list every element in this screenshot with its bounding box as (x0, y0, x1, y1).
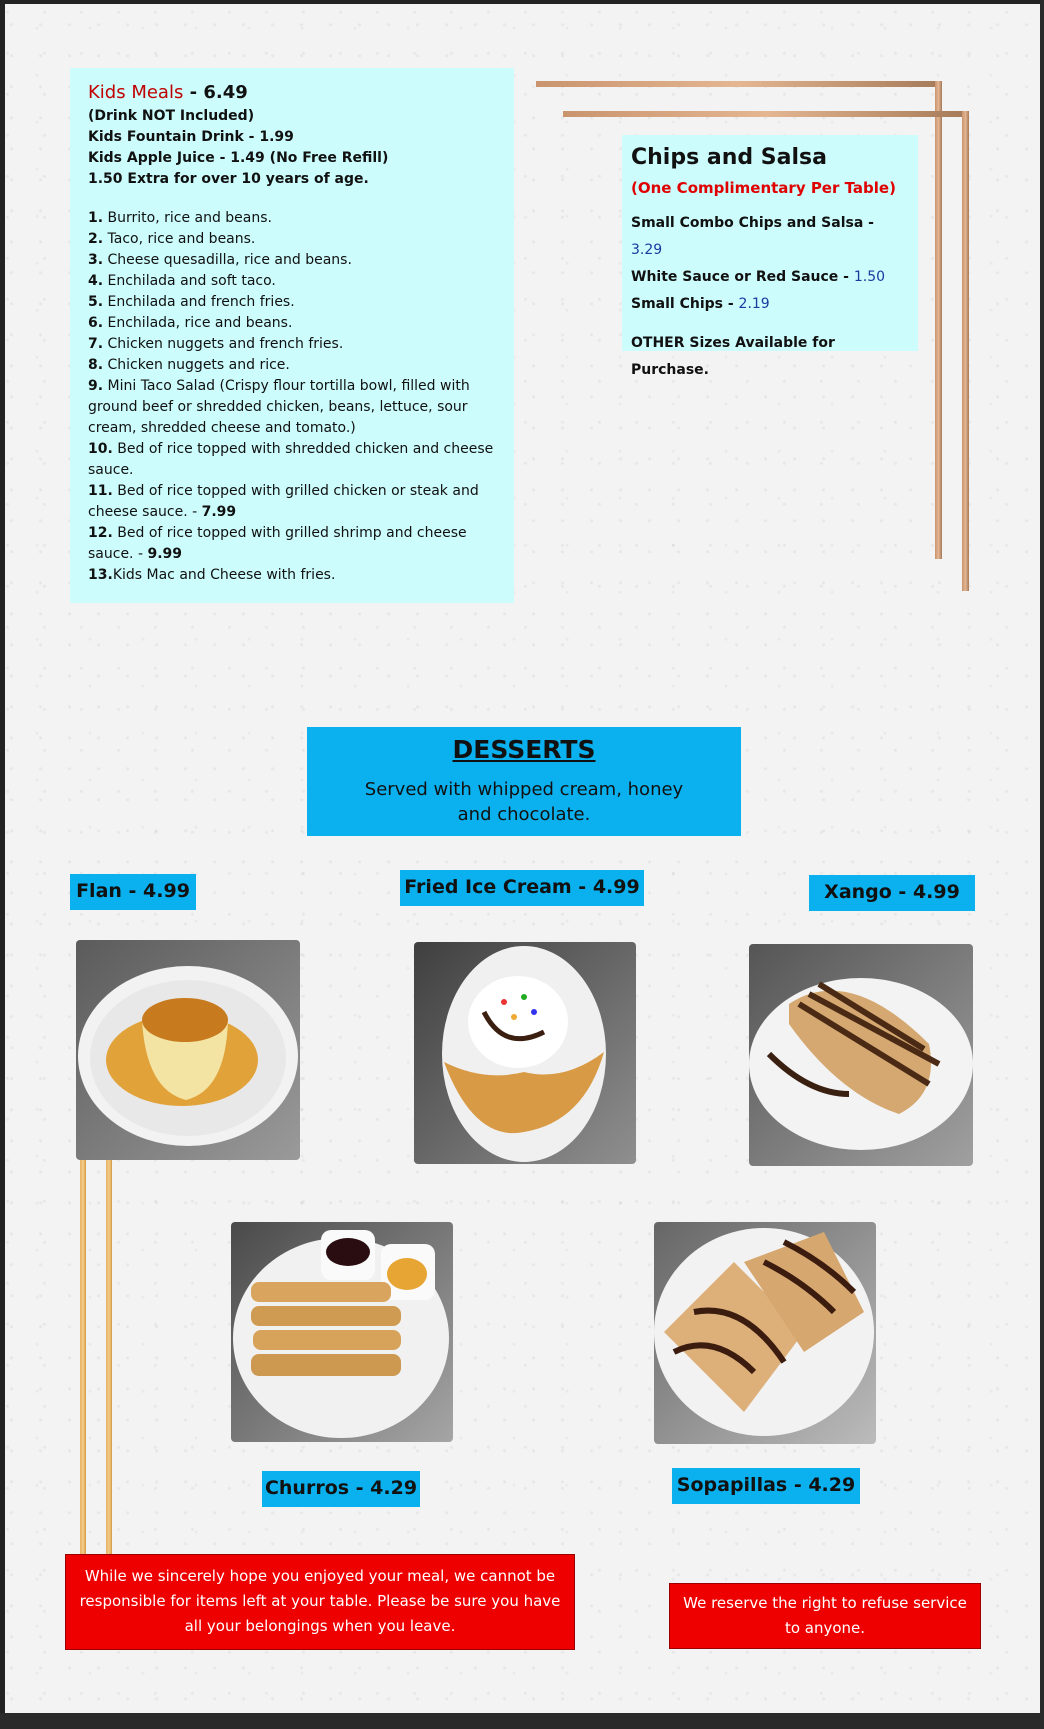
refuse-service-notice: We reserve the right to refuse service to anyone. (669, 1583, 981, 1649)
xango-label: Xango - 4.99 (809, 875, 975, 911)
decor-bar-v4 (106, 1160, 112, 1556)
kids-apple-juice: Kids Apple Juice - 1.49 (No Free Refill) (88, 150, 389, 166)
desserts-title: DESSERTS (452, 735, 596, 764)
list-item: 6. Enchilada, rice and beans. (88, 315, 293, 331)
list-item: 9. Mini Taco Salad (Crispy flour tortilla bowl, filled with ground beef or shredded chicken, beans, lettuce, sour cream, shredded cheese and tomato.) (88, 378, 470, 436)
kids-item-list (88, 208, 496, 586)
xango-photo (749, 944, 973, 1166)
flan-label: Flan - 4.99 (70, 874, 196, 910)
chips-title: Chips and Salsa (631, 145, 827, 170)
fried-ice-cream-photo (414, 942, 636, 1164)
flan-image (76, 940, 300, 1160)
kids-fountain-drink: Kids Fountain Drink - 1.99 (88, 129, 294, 145)
fried-ice-cream-image (414, 942, 636, 1164)
frame-right-border (1040, 0, 1044, 1729)
chips-subtitle: (One Complimentary Per Table) (631, 179, 896, 197)
list-item: 1. Burrito, rice and beans. (88, 210, 272, 226)
list-item: 3. Cheese quesadilla, rice and beans. (88, 252, 352, 268)
list-item: 8. Chicken nuggets and rice. (88, 357, 290, 373)
flan-photo (76, 940, 300, 1160)
sopapillas-image (654, 1222, 876, 1444)
churros-photo (231, 1222, 453, 1442)
decor-bar-h2 (563, 111, 969, 117)
xango-image (749, 944, 973, 1166)
decor-bar-h1 (536, 81, 942, 87)
desserts-subtitle: Served with whipped cream, honey and chocolate. (364, 779, 684, 825)
list-item: 12. Bed of rice topped with grilled shrimp and cheese sauce. - 9.99 (88, 525, 467, 562)
kids-meals-panel (70, 68, 514, 603)
chips-salsa-panel (622, 135, 918, 378)
chips-row: Small Chips - 2.19 (631, 296, 770, 312)
decor-bar-v2 (962, 111, 969, 591)
kids-meals-price: - 6.49 (183, 82, 248, 103)
frame-bottom-border (0, 1713, 1044, 1729)
decor-bar-v1 (935, 81, 942, 559)
kids-age-extra: 1.50 Extra for over 10 years of age. (88, 171, 369, 187)
list-item: 2. Taco, rice and beans. (88, 231, 256, 247)
fried-ice-cream-label: Fried Ice Cream - 4.99 (400, 870, 644, 906)
chips-row: Small Combo Chips and Salsa - 3.29 (631, 215, 874, 258)
churros-label: Churros - 4.29 (262, 1471, 420, 1507)
chips-other-sizes: OTHER Sizes Available for Purchase. (631, 335, 835, 378)
frame-top-border (0, 0, 1044, 4)
chips-row: White Sauce or Red Sauce - 1.50 (631, 269, 886, 285)
kids-note-drink: (Drink NOT Included) (88, 108, 255, 124)
list-item: 4. Enchilada and soft taco. (88, 273, 276, 289)
list-item: 11. Bed of rice topped with grilled chicken or steak and cheese sauce. - 7.99 (88, 483, 479, 520)
sopapillas-label: Sopapillas - 4.29 (672, 1468, 860, 1504)
list-item: 5. Enchilada and french fries. (88, 294, 295, 310)
frame-left-border (0, 0, 5, 1729)
decor-bar-v3 (80, 1160, 86, 1556)
list-item: 7. Chicken nuggets and french fries. (88, 336, 344, 352)
belongings-notice: While we sincerely hope you enjoyed your meal, we cannot be responsible for items left at your table. Please be sure you have all your belongings when you leave. (65, 1554, 575, 1650)
list-item: 13.Kids Mac and Cheese with fries. (88, 567, 336, 583)
churros-image (231, 1222, 453, 1442)
sopapillas-photo (654, 1222, 876, 1444)
kids-meals-label: Kids Meals (88, 82, 184, 103)
list-item: 10. Bed of rice topped with shredded chicken and cheese sauce. (88, 441, 494, 478)
kids-meals-title (88, 80, 496, 106)
desserts-header (307, 727, 741, 836)
